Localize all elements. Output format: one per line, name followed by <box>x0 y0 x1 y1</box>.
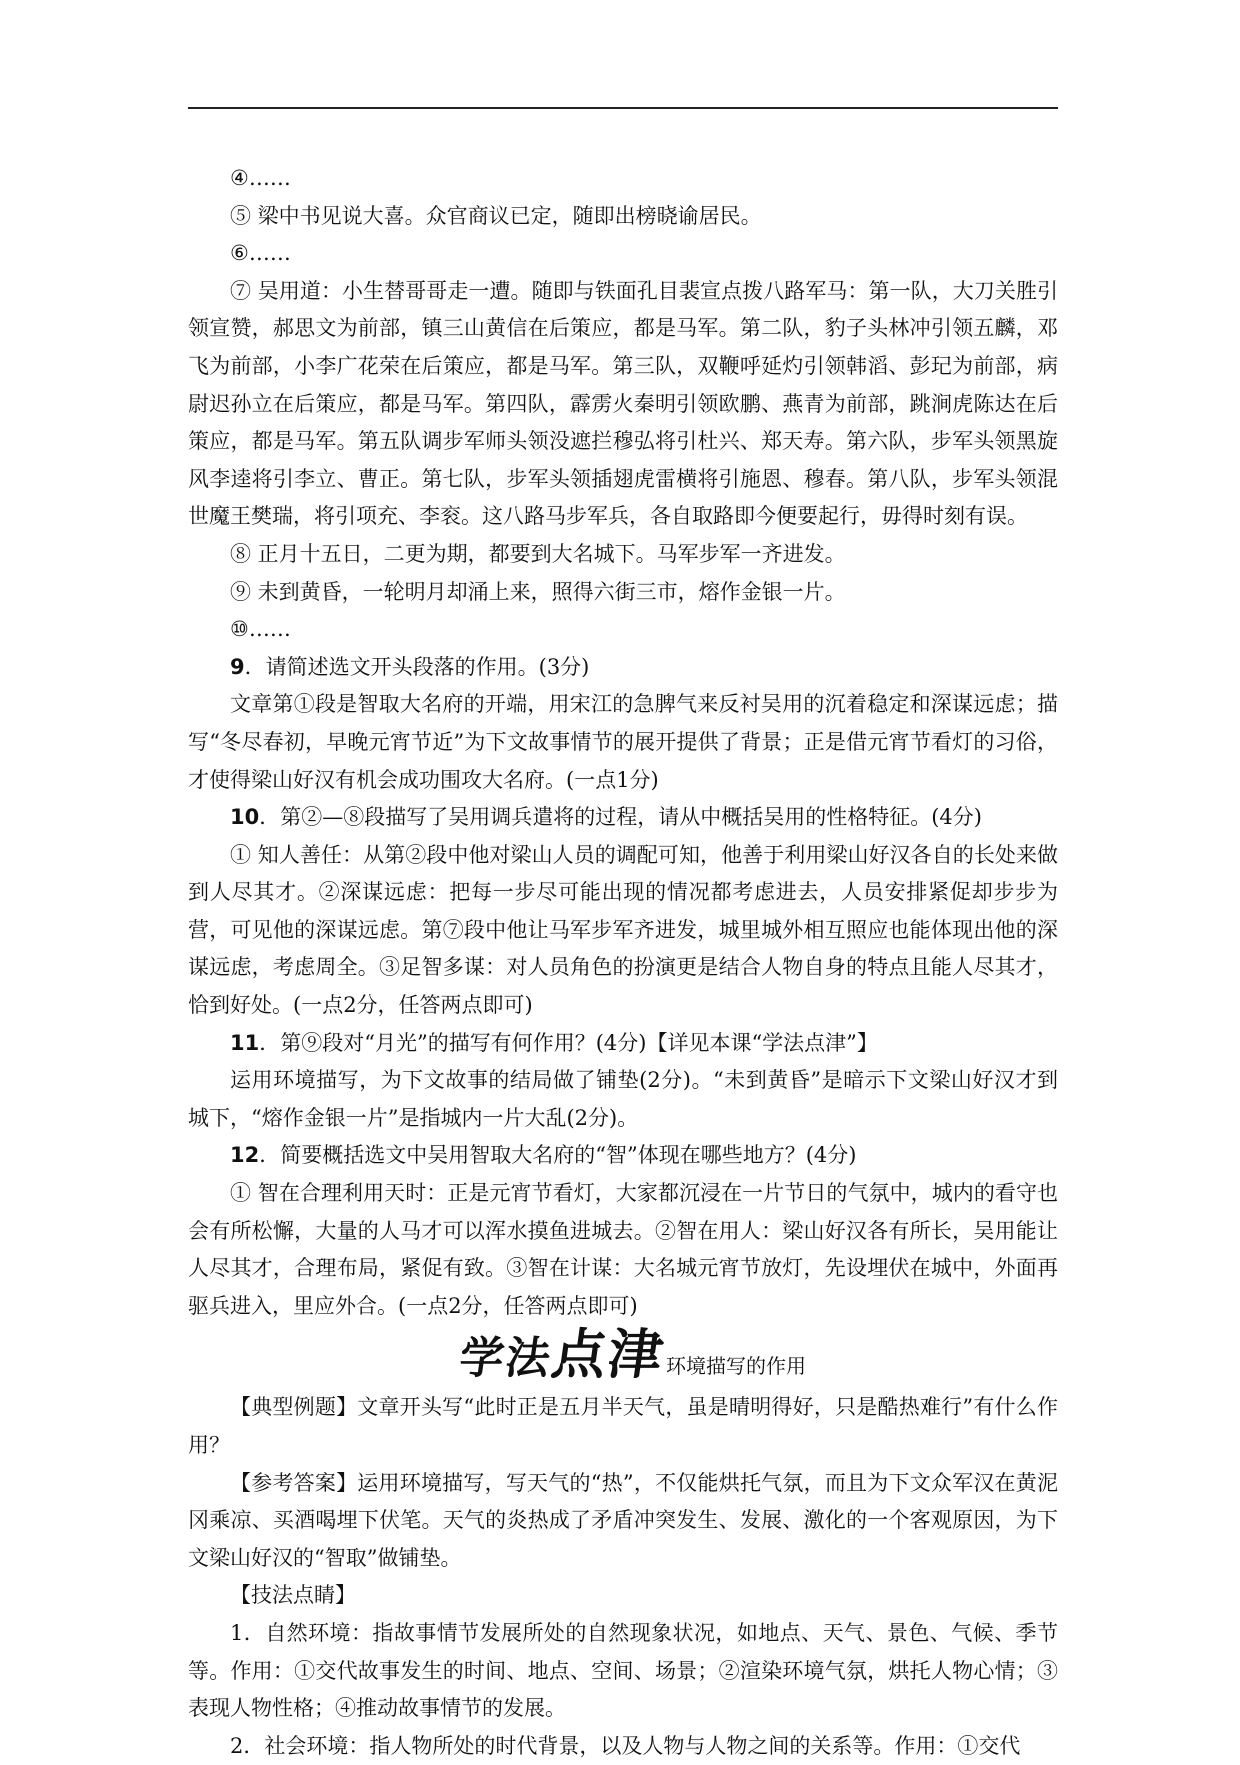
banner-subtitle: 环境描写的作用 <box>666 1354 806 1379</box>
banner-title <box>456 1323 669 1387</box>
passage-paragraph: ⑤ 梁中书见说大喜。众官商议已定，随即出榜晓谕居民。 <box>230 203 762 228</box>
question-number: 11 <box>230 1030 260 1055</box>
passage-paragraph: ⑩…… <box>230 617 291 642</box>
passage-paragraph: ⑦ 吴用道：小生替哥哥走一遭。随即与铁面孔目裴宣点拨八路军马：第一队，大刀关胜引领宣赞，郝思文为前部，镇三山黄信在后策应，都是马军。第二队，豹子头林冲引领五麟，邓飞为前部，小李广花荣在后策应，都是马军。第三队，双鞭呼延灼引领韩滔、彭玘为前部，病尉迟孙立在后策应，都是马军。第四队，霹雳火秦明引领欧鹏、燕青为前部，跳涧虎陈达在后策应，都是马军。第五队调步军师头领没遮拦穆弘将引杜兴、郑天寿。第六队，步军头领黑旋风李逵将引李立、曹正。第七队，步军头领插翅虎雷横将引施恩、穆春。第八队，步军头领混世魔王樊瑞，将引项充、李衮。这八路马步军兵，各自取路即今便要起行，毋得时刻有误。 <box>188 278 1058 529</box>
tips-heading: 【技法点睛】 <box>230 1583 356 1608</box>
answer-9: 文章第①段是智取大名府的开端，用宋江的急脾气来反衬吴用的沉着稳定和深谋远虑；描写“冬尽春初，早晚元宵节近”为下文故事情节的展开提供了背景；正是借元宵节看灯的习俗，才使得梁山好汉有机会成功围攻大名府。(一点1分) <box>188 692 1058 792</box>
example-question: 【典型例题】文章开头写“此时正是五月半天气，虽是晴明得好，只是酷热难行”有什么作用？ <box>188 1395 1058 1457</box>
passage-paragraph: ⑧ 正月十五日，二更为期，都要到大名城下。马军步军一齐进发。 <box>230 541 846 566</box>
question-text: ．第②—⑧段描写了吴用调兵遣将的过程，请从中概括吴用的性格特征。(4分) <box>259 805 982 830</box>
answer-12: ① 智在合理利用天时：正是元宵节看灯，大家都沉浸在一片节日的气氛中，城内的看守也会有所松懈，大量的人马才可以浑水摸鱼进城去。②智在用人：梁山好汉各有所长，吴用能让人尽其才，合理布局，紧促有致。③智在计谋：大名城元宵节放灯，先设埋伏在城中，外面再驱兵进入，里应外合。(一点2分，任答两点即可) <box>188 1181 1058 1318</box>
page-content <box>188 160 1058 1765</box>
method-banner <box>188 1325 1058 1389</box>
answer-11: 运用环境描写，为下文故事的结局做了铺垫(2分)。“未到黄昏”是暗示下文梁山好汉才到城下，“熔作金银一片”是指城内一片大乱(2分)。 <box>188 1068 1058 1130</box>
question-number: 9 <box>230 654 245 679</box>
passage-paragraph: ⑥…… <box>230 241 291 266</box>
answer-10: ① 知人善任：从第②段中他对梁山人员的调配可知，他善于利用梁山好汉各自的长处来做到人尽其才。②深谋远虑：把每一步尽可能出现的情况都考虑进去，人员安排紧促却步步为营，可见他的深谋远虑。第⑦段中他让马军步军齐进发，城里城外相互照应也能体现出他的深谋远虑，考虑周全。③足智多谋：对人员角色的扮演更是结合人物自身的特点且能人尽其才，恰到好处。(一点2分，任答两点即可) <box>188 842 1058 1018</box>
question-text: ．请简述选文开头段落的作用。(3分) <box>244 654 590 679</box>
tip-item: 2．社会环境：指人物所处的时代背景，以及人物与人物之间的关系等。作用：①交代 <box>230 1733 1021 1758</box>
question-number: 10 <box>230 805 260 830</box>
question-11 <box>188 1025 1058 1063</box>
banner-title-part: 学法 <box>456 1333 556 1385</box>
passage-paragraph: ⑨ 未到黄昏，一轮明月却涌上来，照得六街三市，熔作金银一片。 <box>230 579 846 604</box>
question-text: ．简要概括选文中吴用智取大名府的“智”体现在哪些地方？(4分) <box>259 1143 857 1168</box>
header-rule <box>188 107 1058 109</box>
passage-paragraph: ④…… <box>230 166 291 190</box>
question-number: 12 <box>230 1143 260 1168</box>
question-10 <box>188 799 1058 837</box>
question-12 <box>188 1137 1058 1175</box>
tip-item: 1．自然环境：指故事情节发展所处的自然现象状况，如地点、天气、景色、气候、季节等。作用：①交代故事发生的时间、地点、空间、场景；②渲染环境气氛，烘托人物心情；③表现人物性格；④推动故事情节的发展。 <box>188 1620 1058 1721</box>
example-answer: 【参考答案】运用环境描写，写天气的“热”，不仅能烘托气氛，而且为下文众军汉在黄泥冈乘凉、买酒喝埋下伏笔。天气的炎热成了矛盾冲突发生、发展、激化的一个客观原因，为下文梁山好汉的“智取”做铺垫。 <box>188 1470 1058 1570</box>
banner-title-part: 点津 <box>547 1323 669 1387</box>
question-text: ．第⑨段对“月光”的描写有何作用？(4分)【详见本课“学法点津”】 <box>259 1030 878 1055</box>
question-9 <box>188 649 1058 687</box>
